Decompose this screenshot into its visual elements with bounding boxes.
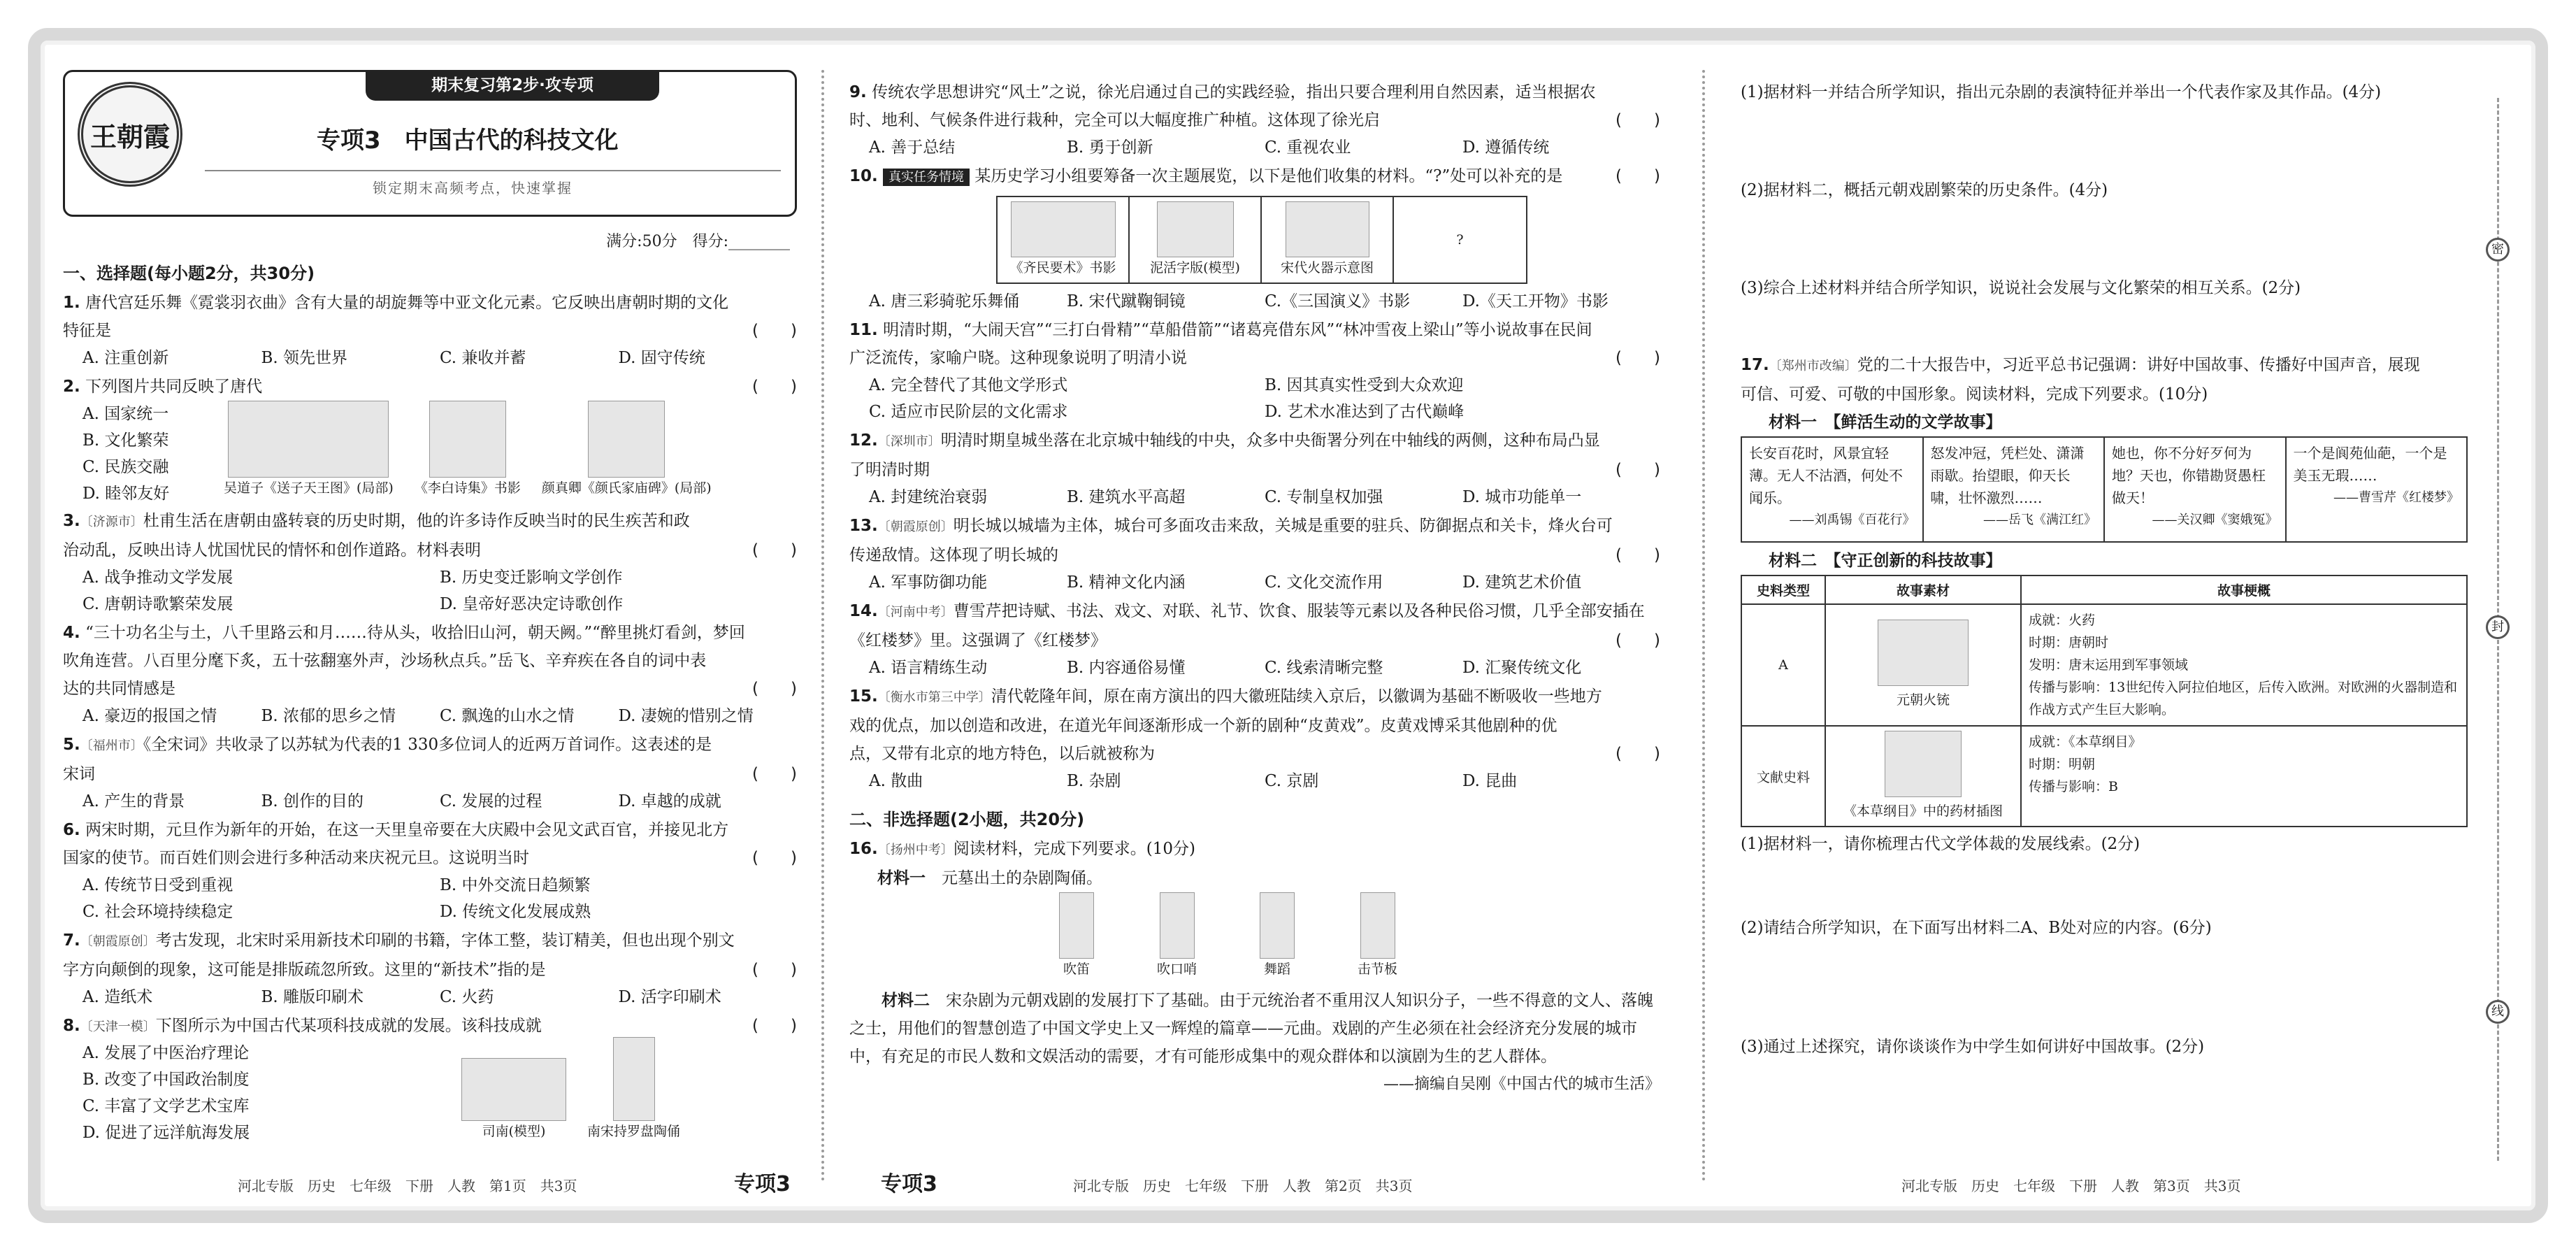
figurine-image: [1360, 892, 1395, 959]
q17-sub2: (2)请结合所学知识，在下面写出材料二A、B处对应的内容。(6分): [1741, 919, 2212, 937]
section-title: 二、非选择题(2小题，共20分): [849, 810, 1085, 829]
question-3: 3.〔济源市〕杜甫生活在唐朝由盛转衰的历史时期，他的许多诗作反映当时的民生疾苦和政 治动乱，反映出诗人忧国忧民的情怀和创作道路。材料表明 ( ) A. 战争推动文学发展 B. 历史变迁影响文学创作 C. 唐朝诗歌繁荣发展 D. 皇帝好恶决定诗歌创作: [63, 512, 797, 613]
book-image: [1011, 201, 1116, 257]
seal-mark: 线: [2486, 1000, 2510, 1024]
answer-space[interactable]: [1741, 204, 2503, 274]
answer-space[interactable]: [1741, 942, 2503, 1033]
literature-table: 长安百花时，风景宜轻薄。无人不沽酒，何处不闻乐。 ——刘禹锡《百花行》 怒发冲冠，凭栏处、潇潇雨歇。抬望眼，仰天长啸，壮怀激烈…… ——岳飞《满江红》 她也，你不分好歹何为地？天也，你错勘贤愚枉做天！ ——关汉卿《窦娥冤》 一个是阆苑仙葩，一个是美玉无瑕…… ——曹雪芹《红楼梦》: [1741, 436, 2468, 543]
footer-page-2: 河北专版 历史 七年级 下册 人教 第2页 共3页: [1073, 1178, 1413, 1194]
type-plate-image: [1157, 201, 1234, 257]
calligraphy-image: [588, 401, 665, 478]
footer-label: 专项3: [881, 1172, 937, 1196]
column-1: [63, 70, 797, 1153]
column-divider: [1702, 70, 1705, 1182]
question-16: 16.〔扬州中考〕阅读材料，完成下列要求。(10分) 材料一 元墓出土的杂剧陶俑。 吹笛 吹口哨 舞蹈 击节板 材料二 宋杂剧为元朝戏剧的发展打下了基础。由于元统治者不重用汉人知识分子，一些不得意的文人、落魄之士，用他们的智慧创造了中国文学史上又一辉煌的篇章——元曲。戏剧的产生必须在社会经济充分发展的城市中，有充足的市民人数和文娱活动的需要，才有可能形成集中的观众群体和以演剧为生的艺人群体。 ——摘编自吴刚《中国古代的城市生活》: [849, 840, 1660, 1093]
column-2: [849, 78, 1660, 1100]
question-7: 7.〔朝霞原创〕考古发现，北宋时采用新技术印刷的书籍，字体工整，装订精美，但也出现个别文 字方向颠倒的现象，这可能是排版疏忽所致。这里的“新技术”指的是 ( ) A. 造纸术 B. 雕版印刷术 C. 火药 D. 活字印刷术: [63, 931, 797, 1006]
painting-image: [228, 401, 389, 478]
question-1: 1. 唐代宫廷乐舞《霓裳羽衣曲》含有大量的胡旋舞等中亚文化元素。它反映出唐朝时期的文化 特征是 ( ) A. 注重创新 B. 领先世界 C. 兼收并蓄 D. 固守传统: [63, 294, 797, 367]
header-banner: 期末复习第2步·攻专项: [366, 70, 659, 101]
compass-model-image: [461, 1058, 566, 1121]
firearm-image: [1286, 201, 1369, 257]
q16-sub2: (2)据材料二，概括元朝戏剧繁荣的历史条件。(4分): [1741, 181, 2108, 199]
header-divider: [205, 170, 781, 171]
science-table: 史料类型 故事素材 故事梗概 A 元朝火铳 成就：火药 时期：唐朝时 发明：唐末运用到军事领域 传播与影响：13世纪传入阿拉伯地区，后传入欧洲。对欧洲的火器制造和作战方式产生巨大影响。 文献史料 《本草纲目》中的药材插图 成就：《本草纲目》 时期：明朝 传播与影响：B: [1741, 575, 2468, 827]
page-subtitle: 锁定期末高频考点，快速掌握: [373, 180, 573, 196]
page-title: 专项3 中国古代的科技文化: [317, 127, 619, 155]
question-17: 17.〔郑州市改编〕党的二十大报告中，习近平总书记强调：讲好中国故事、传播好中国声音，展现 可信、可爱、可敬的中国形象。阅读材料，完成下列要求。(10分) 材料一 【鲜活生动的文学故事】 长安百花时，风景宜轻薄。无人不沽酒，何处不闻乐。 ——刘禹锡《百花行》 怒发冲冠，凭栏处、潇潇雨歇。抬望眼，仰天长啸，壮怀激烈…… ——岳飞《满江红》 她也，你不分好歹何为地？天也，你错勘贤愚枉做天！ ——关汉卿《窦娥冤》 一个是阆苑仙葩，一个是美玉无瑕…… ——曹雪芹《红楼梦》 材料二 【守正创新的科技故事】 史料类型 故事素材 故事梗概 A 元朝火铳 成就：火药 时期：唐朝时 发明：唐末运用到军事领域 传播与影响：13世纪传入阿拉伯地区，后传入欧洲。对欧洲的火器制造和作战方式产生巨大影响。 文献史料 《本草纲目》中的药材插图 成就：《本草纲目》 时期：明朝 传播与影响：B (1)据材料一，请你梳理古代文学体裁的发展线索。(2分) (2)请结合所学知识，在下面写出材料二A、B处对应的内容。(6分) (3)通过上述探究，请你谈谈作为中学生如何讲好中国故事。(2分): [1741, 351, 2503, 1061]
section-title: 一、选择题(每小题2分，共30分): [63, 264, 315, 283]
column-3: [1741, 78, 2503, 1062]
q16-sub3: (3)综合上述材料并结合所学知识，说说社会发展与文化繁荣的相互关系。(2分): [1741, 279, 2301, 297]
answer-space[interactable]: [1741, 106, 2503, 176]
firearm-image: [1878, 620, 1969, 686]
question-2: 2. 下列图片共同反映了唐代 ( ) A. 国家统一 B. 文化繁荣 C. 民族交融 D. 睦邻友好 吴道子《送子天王图》(局部) 《李白诗集》书影 颜真卿《颜氏家庙碑》(局部): [63, 378, 797, 503]
question-14: 14.〔河南中考〕曹雪芹把诗赋、书法、戏文、对联、礼节、饮食、服装等元素以及各种民俗习惯，几乎全部安插在 《红楼梦》里。这强调了《红楼梦》 ( ) A. 语言精练生动 B. 内容通俗易懂 C. 线索清晰完整 D. 汇聚传统文化: [849, 602, 1660, 677]
seal-mark: 封: [2486, 615, 2510, 639]
column-divider: [821, 70, 824, 1182]
answer-space[interactable]: [1741, 858, 2503, 914]
page-header: [63, 70, 797, 217]
brand-logo: 王朝霞: [78, 82, 182, 187]
question-4: 4. “三十功名尘与土，八千里路云和月……待从头，收拾旧山河，朝天阙。”“醉里挑灯看剑，梦回 吹角连营。八百里分麾下炙，五十弦翻塞外声，沙场秋点兵。”岳飞、辛弃疾在各自的词中表 达的共同情感是 ( ) A. 豪迈的报国之情 B. 浓郁的思乡之情 C. 飘逸的山水之情 D. 凄婉的惜别之情: [63, 624, 797, 725]
book-image: [429, 401, 506, 478]
question-9: 9. 传统农学思想讲究“风土”之说，徐光启通过自己的实践经验，指出只要合理利用自然因素，适当根据农 时、地利、气候条件进行栽种，完全可以大幅度推广种植。这体现了徐光启 ( ) A. 善于总结 B. 勇于创新 C. 重视农业 D. 遵循传统: [849, 83, 1660, 157]
q16-sub1: (1)据材料一并结合所学知识，指出元杂剧的表演特征并举出一个代表作家及其作品。(4分): [1741, 83, 2382, 101]
footer-page-3: 河北专版 历史 七年级 下册 人教 第3页 共3页: [1901, 1178, 2241, 1194]
question-12: 12.〔深圳市〕明清时期皇城坐落在北京城中轴线的中央，众多中央衙署分列在中轴线的两侧，这种布局凸显 了明清时期 ( ) A. 封建统治衰弱 B. 建筑水平高超 C. 专制皇权加强 D. 城市功能单一: [849, 431, 1660, 506]
figurine-image: [1260, 892, 1295, 959]
figurine-image: [613, 1037, 655, 1121]
answer-space[interactable]: [1741, 302, 2503, 351]
figurine-image: [1059, 892, 1094, 959]
question-6: 6. 两宋时期，元旦作为新年的开始，在这一天里皇帝要在大庆殿中会见文武百官，并接见北方 国家的使节。而百姓们则会进行多种活动来庆祝元旦。这说明当时 ( ) A. 传统节日受到重视 B. 中外交流日趋频繁 C. 社会环境持续稳定 D. 传统文化发展成熟: [63, 821, 797, 921]
footer-page-1: 河北专版 历史 七年级 下册 人教 第1页 共3页: [238, 1178, 577, 1194]
q17-sub1: (1)据材料一，请你梳理古代文学体裁的发展线索。(2分): [1741, 835, 2140, 853]
question-15: 15.〔衡水市第三中学〕清代乾隆年间，原在南方演出的四大徽班陆续入京后，以徽调为基础不断吸收一些地方 戏的优点，加以创造和改进，在道光年间逐渐形成一个新的剧种“皮黄戏”。皮黄戏博采其他剧种的优 点，又带有北京的地方特色，以后就被称为 ( ) A. 散曲 B. 杂剧 C. 京剧 D. 昆曲: [849, 687, 1660, 790]
score-line: 满分:50分 得分:________: [606, 233, 790, 250]
herbal-book-image: [1885, 731, 1962, 797]
footer-label: 专项3: [734, 1172, 791, 1196]
q17-sub3: (3)通过上述探究，请你谈谈作为中学生如何讲好中国故事。(2分): [1741, 1038, 2205, 1056]
question-11: 11. 明清时期，“大闹天宫”“三打白骨精”“草船借箭”“诸葛亮借东风”“林冲雪夜上梁山”等小说故事在民间 广泛流传，家喻户晓。这种现象说明了明清小说 ( ) A. 完全替代了其他文学形式 B. 因其真实性受到大众欢迎 C. 适应市民阶层的文化需求 D. 艺术水准达到了古代巅峰: [849, 321, 1660, 421]
question-10: 10. 真实任务情境 某历史学习小组要筹备一次主题展览，以下是他们收集的材料。“?”处可以补充的是 ( ) 《齐民要术》书影 泥活字版(模型) 宋代火器示意图 ? A. 唐三彩骑驼乐舞俑 B. 宋代蹴鞠铜镜 C.《三国演义》书影 D.《天工开物》书影: [849, 167, 1660, 310]
question-8: 8.〔天津一模〕下图所示为中国古代某项科技成就的发展。该科技成就 ( ) A. 发展了中医治疗理论 B. 改变了中国政治制度 C. 丰富了文学艺术宝库 D. 促进了远洋航海发展 司南(模型) 南宋持罗盘陶俑: [63, 1017, 797, 1142]
seal-mark: 密: [2486, 238, 2510, 262]
question-13: 13.〔朝霞原创〕明长城以城墙为主体，城台可多面攻击来敌，关城是重要的驻兵、防御据点和关卡，烽火台可 传递敌情。这体现了明长城的 ( ) A. 军事防御功能 B. 精神文化内涵 C. 文化交流作用 D. 建筑艺术价值: [849, 517, 1660, 592]
question-5: 5.〔福州市〕《全宋词》共收录了以苏轼为代表的1 330多位词人的近两万首词作。这表述的是 宋词 ( ) A. 产生的背景 B. 创作的目的 C. 发展的过程 D. 卓越的成就: [63, 736, 797, 810]
figurine-image: [1160, 892, 1195, 959]
